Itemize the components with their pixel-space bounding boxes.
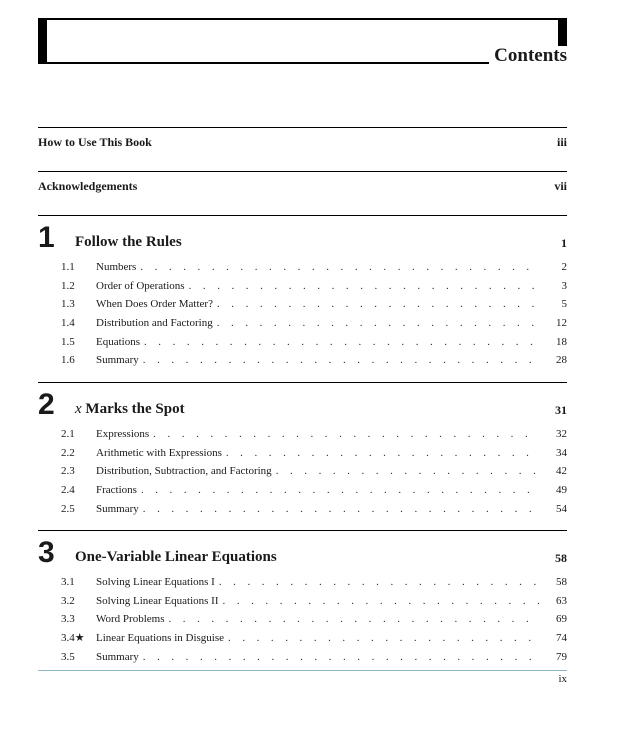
dot-leader <box>144 335 539 350</box>
dot-leader <box>217 297 539 312</box>
divider <box>38 171 567 172</box>
header-left-bar <box>38 19 47 64</box>
section-number: 3.1 <box>61 576 75 588</box>
section-number: 2.5 <box>61 502 75 515</box>
toc-section[interactable] <box>38 612 567 631</box>
toc-section-starred[interactable] <box>38 631 567 650</box>
toc-section[interactable] <box>38 335 567 354</box>
section-page: 69 <box>556 613 567 626</box>
section-title: Word Problems <box>96 613 165 626</box>
toc-section[interactable] <box>38 502 567 521</box>
toc-entry-page: vii <box>554 179 567 193</box>
toc-section[interactable] <box>38 446 567 465</box>
chapter-page: 1 <box>561 236 567 250</box>
section-number: 1.5 <box>61 335 75 348</box>
section-page: 12 <box>556 317 567 330</box>
chapter-title-text: Marks the Spot <box>85 401 185 417</box>
chapter-title-math: x <box>75 401 82 417</box>
section-title: Numbers <box>96 261 137 273</box>
section-title: Distribution, Subtraction, and Factoring <box>96 465 272 478</box>
toc-entry-page: iii <box>556 135 567 149</box>
chapter-title[interactable] <box>75 548 277 566</box>
section-number: 1.4 <box>61 317 75 330</box>
chapter-number: 2 <box>38 388 55 421</box>
section-number: 3.3 <box>61 613 75 626</box>
section-title: Summary <box>96 502 139 515</box>
dot-leader <box>228 631 539 646</box>
section-page: 63 <box>556 594 567 607</box>
chapter-title-text: Follow the Rules <box>75 234 182 250</box>
toc-section[interactable] <box>38 594 567 613</box>
divider <box>38 127 567 128</box>
section-page: 79 <box>556 650 567 663</box>
chapter-page: 31 <box>555 403 567 417</box>
chapter-page: 58 <box>555 551 567 565</box>
dot-leader <box>217 316 539 331</box>
section-list <box>38 575 567 668</box>
section-title: Solving Linear Equations I <box>96 576 215 588</box>
toc-section[interactable] <box>38 650 567 669</box>
section-title: When Does Order Matter? <box>96 298 213 311</box>
header-bottom-rule <box>38 62 489 64</box>
section-title: Order of Operations <box>96 279 185 292</box>
section-number: 2.1 <box>61 428 75 440</box>
section-title: Summary <box>96 354 139 367</box>
toc-section[interactable] <box>38 297 567 316</box>
dot-leader <box>189 279 539 294</box>
section-page: 74 <box>556 632 567 645</box>
section-number: 2.3 <box>61 465 75 478</box>
section-page: 5 <box>561 298 567 311</box>
dot-leader <box>143 353 539 368</box>
section-title: Fractions <box>96 484 137 497</box>
toc-entry-title: Acknowledgements <box>38 179 138 193</box>
dot-leader <box>168 612 539 627</box>
toc-entry-title: How to Use This Book <box>38 135 152 149</box>
section-number: 1.3 <box>61 298 75 311</box>
header-top-rule <box>38 18 567 20</box>
section-page: 18 <box>556 335 567 348</box>
chapter-divider <box>38 382 567 383</box>
section-title: Solving Linear Equations II <box>96 594 219 607</box>
section-title: Linear Equations in Disguise <box>96 632 225 645</box>
chapter-title[interactable] <box>75 233 182 251</box>
toc-section[interactable] <box>38 279 567 298</box>
section-number: 3.4★ <box>61 632 85 645</box>
dot-leader <box>153 427 539 442</box>
footer-rule <box>38 670 567 671</box>
dot-leader <box>276 464 539 479</box>
dot-leader <box>141 483 539 498</box>
section-number: 1.1 <box>61 261 75 273</box>
section-number: 2.2 <box>61 446 75 459</box>
section-number: 1.2 <box>61 279 75 292</box>
section-number: 3.2 <box>61 594 75 607</box>
section-title: Expressions <box>96 428 150 440</box>
toc-section[interactable] <box>38 427 567 446</box>
toc-section[interactable] <box>38 316 567 335</box>
section-list <box>38 427 567 520</box>
toc-section[interactable] <box>38 260 567 279</box>
section-title: Arithmetic with Expressions <box>96 446 222 459</box>
chapter-title[interactable] <box>75 400 185 418</box>
section-page: 28 <box>556 354 567 367</box>
dot-leader <box>143 650 539 665</box>
chapter-number: 3 <box>38 536 55 569</box>
toc-section[interactable] <box>38 575 567 594</box>
section-title: Summary <box>96 650 139 663</box>
toc-section[interactable] <box>38 464 567 483</box>
section-page: 58 <box>556 576 567 588</box>
section-page: 2 <box>561 261 567 273</box>
toc-entry-acknowledgements[interactable] <box>38 179 567 193</box>
dot-leader <box>219 575 539 590</box>
section-title: Distribution and Factoring <box>96 317 213 330</box>
toc-section[interactable] <box>38 353 567 372</box>
chapter-divider <box>38 530 567 531</box>
chapter-title-text: One-Variable Linear Equations <box>75 549 277 565</box>
section-title: Equations <box>96 335 140 348</box>
header-right-bar <box>558 19 567 46</box>
page-number: ix <box>558 673 567 685</box>
section-page: 3 <box>561 279 567 292</box>
dot-leader <box>143 502 539 517</box>
chapter-divider <box>38 215 567 216</box>
toc-section[interactable] <box>38 483 567 502</box>
section-page: 42 <box>556 465 567 478</box>
chapter-number: 1 <box>38 221 55 254</box>
section-page: 34 <box>556 446 567 459</box>
section-page: 54 <box>556 502 567 515</box>
section-page: 49 <box>556 484 567 497</box>
section-number: 2.4 <box>61 484 75 497</box>
dot-leader <box>223 594 539 609</box>
section-number: 3.5 <box>61 650 75 663</box>
page-title: Contents <box>494 45 567 66</box>
dot-leader <box>140 260 539 275</box>
section-page: 32 <box>556 428 567 440</box>
dot-leader <box>226 446 539 461</box>
section-number: 1.6 <box>61 354 75 367</box>
section-list <box>38 260 567 372</box>
toc-entry-how-to-use[interactable] <box>38 135 567 149</box>
